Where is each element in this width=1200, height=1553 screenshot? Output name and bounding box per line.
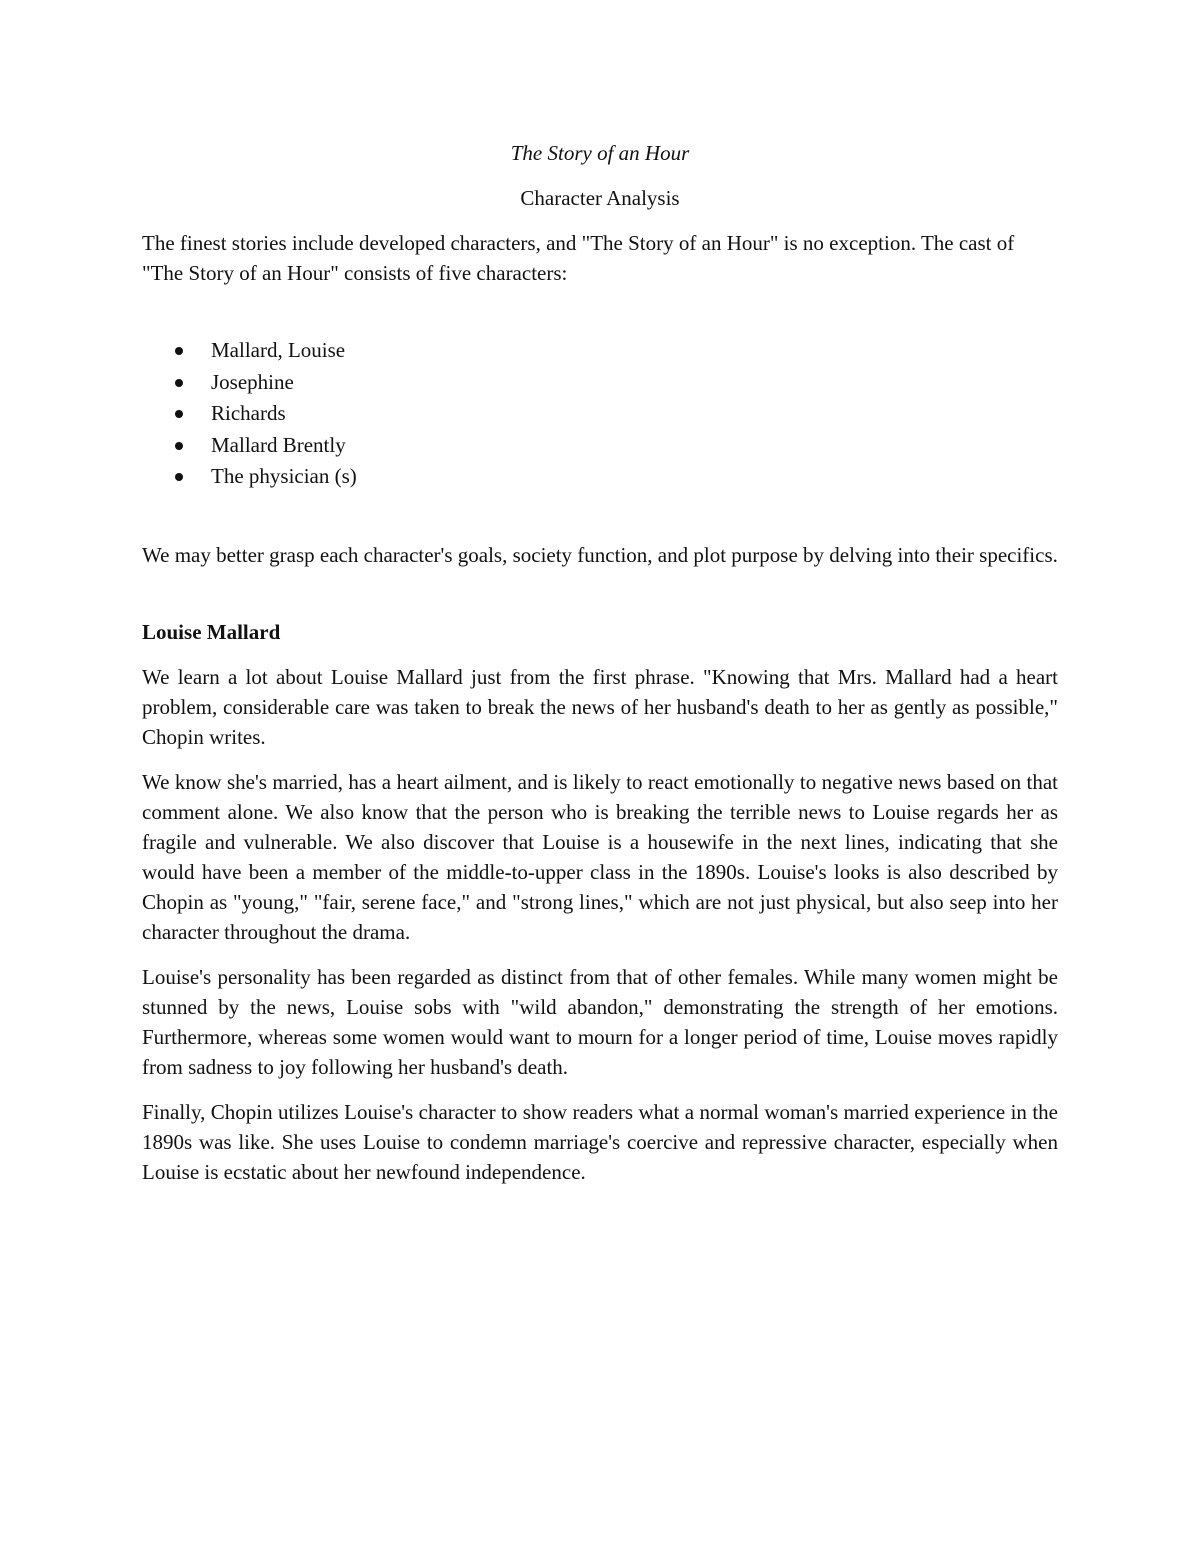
bullet-icon bbox=[175, 410, 183, 418]
list-item-label: Richards bbox=[211, 401, 286, 425]
bullet-icon bbox=[175, 442, 183, 450]
document-subtitle: Character Analysis bbox=[520, 186, 680, 210]
list-item bbox=[175, 430, 1058, 462]
bullet-icon bbox=[175, 473, 183, 481]
bullet-icon bbox=[175, 379, 183, 387]
list-item bbox=[175, 335, 1058, 367]
body-paragraph: We know she's married, has a heart ailment, and is likely to react emotionally to negative news based on that comment alone. We also know that the person who is breaking the terrible news to Louise regards her as fragile and vulnerable. We also discover that Louise is a housewife in the next lines, indicating that she would have been a member of the middle-to-upper class in the 1890s. Louise's looks is also described by Chopin as "young," "fair, serene face," and "strong lines," which are not just physical, but also seep into her character throughout the drama. bbox=[142, 769, 1058, 944]
document-body bbox=[142, 138, 1058, 1202]
list-item-label: Josephine bbox=[211, 369, 294, 394]
after-list-paragraph: We may better grasp each character's goals, society function, and plot purpose by delving into their specifics. bbox=[142, 542, 1058, 567]
intro-paragraph: The finest stories include developed characters, and "The Story of an Hour" is no exception. The cast of "The Story of an Hour" consists of five characters: bbox=[142, 231, 1015, 285]
bullet-icon bbox=[175, 347, 183, 355]
list-item bbox=[175, 367, 1058, 399]
character-list bbox=[142, 335, 1058, 493]
list-item bbox=[175, 398, 1058, 430]
body-paragraph: We learn a lot about Louise Mallard just from the first phrase. "Knowing that Mrs. Mallard had a heart problem, considerable care was taken to break the news of her husband's death to her as gently as possible," Chopin writes. bbox=[142, 664, 1058, 749]
body-paragraph: Louise's personality has been regarded as distinct from that of other females. While many women might be stunned by the news, Louise sobs with "wild abandon," demonstrating the strength of her emotions. Furthermore, whereas some women would want to mourn for a longer period of time, Louise moves rapidly from sadness to joy following her husband's death. bbox=[142, 964, 1058, 1079]
list-item-label: Mallard, Louise bbox=[211, 338, 346, 362]
body-paragraph: Finally, Chopin utilizes Louise's character to show readers what a normal woman's married experience in the 1890s was like. She uses Louise to condemn marriage's coercive and repressive character, especially when Louise is ecstatic about her newfound independence. bbox=[142, 1099, 1058, 1184]
section-heading: Louise Mallard bbox=[142, 619, 281, 644]
list-item bbox=[175, 461, 1058, 493]
document-title: The Story of an Hour bbox=[510, 141, 690, 165]
list-item-label: Mallard Brently bbox=[211, 432, 346, 457]
list-item-label: The physician (s) bbox=[211, 464, 357, 488]
